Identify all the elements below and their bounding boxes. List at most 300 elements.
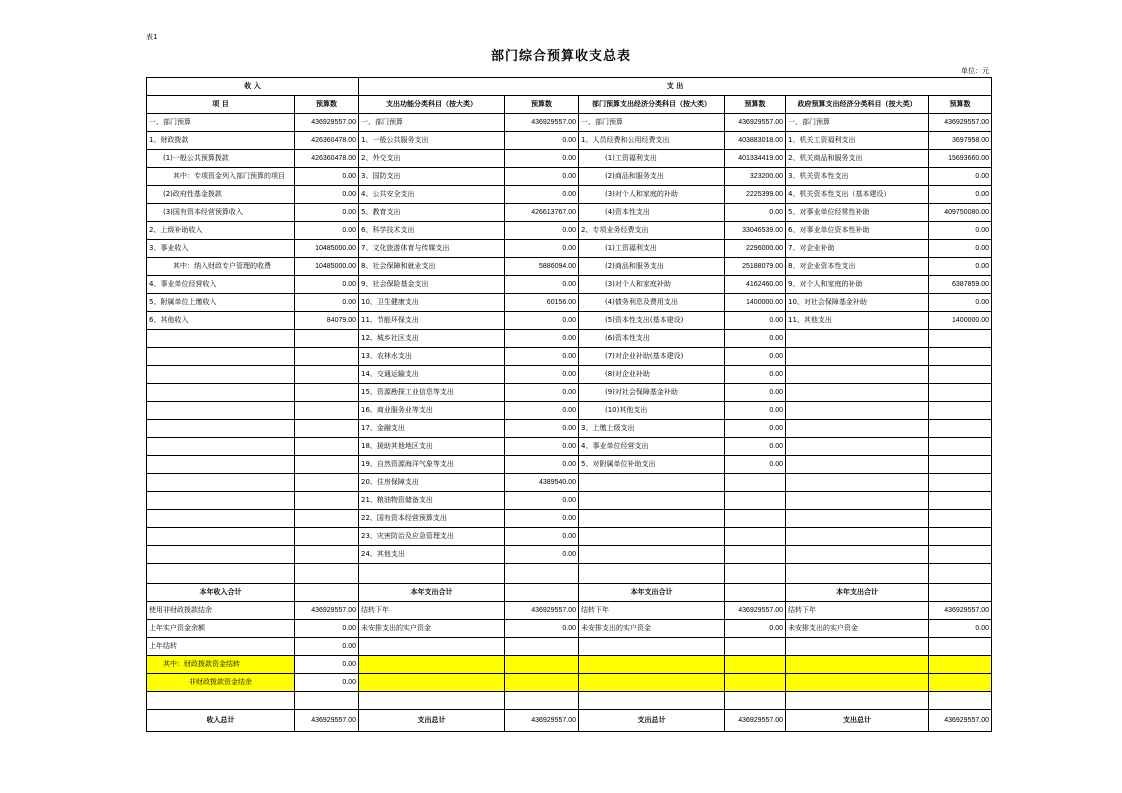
empty-cell <box>295 692 359 710</box>
income-item <box>147 456 295 474</box>
gov-econ-item <box>786 438 929 456</box>
dept-econ-item: (4)资本性支出 <box>579 204 725 222</box>
income-value: 0.00 <box>295 294 359 312</box>
income-item: 1、财政拨款 <box>147 132 295 150</box>
expense-year-total-label: 本年支出合计 <box>579 584 725 602</box>
dept-econ-value: 2225399.00 <box>725 186 786 204</box>
gov-econ-value: 0.00 <box>929 258 992 276</box>
table-row <box>147 222 992 240</box>
highlight-empty-cell <box>359 656 505 674</box>
dept-econ-value: 401334419.00 <box>725 150 786 168</box>
highlight-value: 0.00 <box>295 656 359 674</box>
income-item <box>147 510 295 528</box>
dept-econ-item: 5、对附属单位补助支出 <box>579 456 725 474</box>
dept-econ-value: 0.00 <box>725 384 786 402</box>
empty-cell <box>505 564 579 584</box>
dept-econ-item: 2、专项业务经费支出 <box>579 222 725 240</box>
spacer-row <box>147 692 992 710</box>
spacer-row <box>147 564 992 584</box>
table-row <box>147 204 992 222</box>
dept-econ-item: (10)其他支出 <box>579 402 725 420</box>
income-value: 436929557.00 <box>295 114 359 132</box>
income-item <box>147 402 295 420</box>
gov-econ-item <box>786 474 929 492</box>
table-row <box>147 492 992 510</box>
income-item: 其中：专项资金列入部门预算的项目 <box>147 168 295 186</box>
dept-econ-item <box>579 510 725 528</box>
dept-econ-value: 0.00 <box>725 366 786 384</box>
empty-cell <box>359 692 505 710</box>
income-value <box>295 330 359 348</box>
label-cell: 结转下年 <box>786 602 929 620</box>
func-class-value: 0.00 <box>505 330 579 348</box>
dept-econ-item: (5)资本性支出(基本建设) <box>579 312 725 330</box>
dept-econ-item <box>579 474 725 492</box>
income-item <box>147 420 295 438</box>
gov-econ-item: 10、对社会保障基金补助 <box>786 294 929 312</box>
value-cell <box>929 638 992 656</box>
dept-econ-item: 1、人员经费和公用经费支出 <box>579 132 725 150</box>
gov-econ-value: 409750080.00 <box>929 204 992 222</box>
income-item: 6、其他收入 <box>147 312 295 330</box>
dept-econ-value <box>725 528 786 546</box>
value-cell: 436929557.00 <box>505 602 579 620</box>
income-value <box>295 474 359 492</box>
dept-econ-value: 0.00 <box>725 420 786 438</box>
item-col-header: 项 目 <box>147 96 295 114</box>
income-year-total-label: 本年收入合计 <box>147 584 295 602</box>
func-class-item: 17、金融支出 <box>359 420 505 438</box>
expense-total-label: 支出总计 <box>786 710 929 732</box>
empty-cell <box>725 692 786 710</box>
highlight-empty-cell <box>929 674 992 692</box>
func-class-value: 0.00 <box>505 150 579 168</box>
dept-econ-value <box>725 474 786 492</box>
func-class-value: 0.00 <box>505 276 579 294</box>
gov-econ-value <box>929 546 992 564</box>
gov-econ-value <box>929 366 992 384</box>
gov-econ-item: 4、机关资本性支出（基本建设） <box>786 186 929 204</box>
income-item: (3)国有资本经营预算收入 <box>147 204 295 222</box>
dept-econ-value: 0.00 <box>725 438 786 456</box>
gov-econ-value <box>929 456 992 474</box>
income-item <box>147 492 295 510</box>
expense-total-value: 436929557.00 <box>725 710 786 732</box>
income-value <box>295 438 359 456</box>
dept-econ-value: 403883018.00 <box>725 132 786 150</box>
gov-econ-value: 1400000.00 <box>929 312 992 330</box>
func-class-value: 0.00 <box>505 384 579 402</box>
func-class-item: 18、援助其他地区支出 <box>359 438 505 456</box>
func-class-item: 3、国防支出 <box>359 168 505 186</box>
gov-econ-value <box>929 420 992 438</box>
income-value: 0.00 <box>295 276 359 294</box>
income-item: (2)政府性基金拨款 <box>147 186 295 204</box>
dept-econ-value: 0.00 <box>725 348 786 366</box>
label-cell: 未安排支出的实户资金 <box>786 620 929 638</box>
income-item <box>147 366 295 384</box>
dept-econ-value: 2296000.00 <box>725 240 786 258</box>
table-row <box>147 510 992 528</box>
func-class-item: 20、住房保障支出 <box>359 474 505 492</box>
label-cell: 未安排支出的实户资金 <box>359 620 505 638</box>
empty-cell <box>579 692 725 710</box>
func-class-value: 0.00 <box>505 546 579 564</box>
income-total-label: 收入总计 <box>147 710 295 732</box>
highlight-row <box>147 656 992 674</box>
page-title: 部门综合预算收支总表 <box>490 49 631 64</box>
gov-econ-item <box>786 420 929 438</box>
table-row <box>147 114 992 132</box>
dept-econ-item: 4、事业单位经营支出 <box>579 438 725 456</box>
gov-econ-item: 3、机关资本性支出 <box>786 168 929 186</box>
income-value <box>295 528 359 546</box>
income-value <box>295 348 359 366</box>
func-class-value: 0.00 <box>505 438 579 456</box>
label-cell <box>579 638 725 656</box>
income-item <box>147 546 295 564</box>
func-class-item: 21、粮油物资储备支出 <box>359 492 505 510</box>
empty-cell <box>147 692 295 710</box>
gov-econ-item <box>786 384 929 402</box>
table-row <box>147 546 992 564</box>
income-item <box>147 348 295 366</box>
func-class-item: 24、其他支出 <box>359 546 505 564</box>
value-cell <box>505 638 579 656</box>
expense-header: 支 出 <box>359 78 992 96</box>
gov-econ-value: 3697958.00 <box>929 132 992 150</box>
dept-econ-value: 25188079.00 <box>725 258 786 276</box>
gov-econ-value <box>929 384 992 402</box>
gov-econ-item <box>786 456 929 474</box>
gov-econ-value: 0.00 <box>929 222 992 240</box>
func-class-value: 60156.00 <box>505 294 579 312</box>
table-row <box>147 602 992 620</box>
dept-econ-item: (1)工资福利支出 <box>579 150 725 168</box>
gov-econ-item <box>786 492 929 510</box>
income-value <box>295 420 359 438</box>
func-class-value: 0.00 <box>505 348 579 366</box>
budget-table <box>146 77 992 732</box>
empty-cell <box>929 564 992 584</box>
highlight-empty-cell <box>505 674 579 692</box>
value-cell: 0.00 <box>295 638 359 656</box>
expense-total-value: 436929557.00 <box>929 710 992 732</box>
highlight-empty-cell <box>579 656 725 674</box>
func-class-item: 16、商业服务业等支出 <box>359 402 505 420</box>
income-item <box>147 330 295 348</box>
func-class-value: 0.00 <box>505 456 579 474</box>
income-value <box>295 366 359 384</box>
table-row <box>147 312 992 330</box>
gov-econ-item: 2、机关商品和服务支出 <box>786 150 929 168</box>
highlight-label: 非财政拨款资金结余 <box>147 674 295 692</box>
expense-year-total-label: 本年支出合计 <box>786 584 929 602</box>
income-item <box>147 384 295 402</box>
highlight-empty-cell <box>359 674 505 692</box>
empty-cell <box>579 564 725 584</box>
income-value <box>295 456 359 474</box>
dept-econ-item: (2)商品和服务支出 <box>579 168 725 186</box>
dept-econ-item: (1)工资福利支出 <box>579 240 725 258</box>
value-cell: 436929557.00 <box>295 602 359 620</box>
empty-cell <box>929 584 992 602</box>
func-class-item: 13、农林水支出 <box>359 348 505 366</box>
income-value: 426360478.00 <box>295 150 359 168</box>
income-item <box>147 438 295 456</box>
func-class-item: 一、部门预算 <box>359 114 505 132</box>
func-class-item: 12、城乡社区支出 <box>359 330 505 348</box>
value-cell: 0.00 <box>725 620 786 638</box>
func-class-value: 0.00 <box>505 312 579 330</box>
table-row <box>147 402 992 420</box>
table-row <box>147 276 992 294</box>
expense-total-value: 436929557.00 <box>505 710 579 732</box>
func-class-item: 2、外交支出 <box>359 150 505 168</box>
table-row <box>147 474 992 492</box>
func-class-item: 19、自然资源海洋气象等支出 <box>359 456 505 474</box>
table-row <box>147 258 992 276</box>
gov-econ-value <box>929 402 992 420</box>
gov-econ-item: 9、对个人和家庭的补助 <box>786 276 929 294</box>
empty-cell <box>505 692 579 710</box>
func-class-item: 6、科学技术支出 <box>359 222 505 240</box>
gov-econ-item: 1、机关工资福利支出 <box>786 132 929 150</box>
dept-econ-value: 0.00 <box>725 204 786 222</box>
gov-econ-value: 15693660.00 <box>929 150 992 168</box>
gov-econ-value: 0.00 <box>929 168 992 186</box>
dept-econ-item: 一、部门预算 <box>579 114 725 132</box>
income-item <box>147 474 295 492</box>
func-class-value: 5886094.00 <box>505 258 579 276</box>
empty-cell <box>295 564 359 584</box>
dept-econ-item <box>579 492 725 510</box>
dept-econ-col-header: 部门预算支出经济分类科目（按大类） <box>579 96 725 114</box>
func-class-value: 0.00 <box>505 492 579 510</box>
table-row <box>147 420 992 438</box>
empty-cell <box>295 584 359 602</box>
func-class-col-header: 支出功能分类科目（按大类） <box>359 96 505 114</box>
dept-econ-item: (8)对企业补助 <box>579 366 725 384</box>
dept-econ-value: 33046539.00 <box>725 222 786 240</box>
income-value <box>295 510 359 528</box>
income-value: 84079.00 <box>295 312 359 330</box>
gov-econ-value <box>929 474 992 492</box>
label-cell: 使用非财政拨款结余 <box>147 602 295 620</box>
income-item: 3、事业收入 <box>147 240 295 258</box>
label-cell: 未安排支出的实户资金 <box>579 620 725 638</box>
income-value: 0.00 <box>295 222 359 240</box>
budget-col-header: 预算数 <box>725 96 786 114</box>
func-class-item: 4、公共安全支出 <box>359 186 505 204</box>
highlight-value: 0.00 <box>295 674 359 692</box>
gov-econ-value <box>929 330 992 348</box>
highlight-label: 其中：财政拨款资金结转 <box>147 656 295 674</box>
label-cell <box>786 638 929 656</box>
func-class-item: 22、国有资本经营预算支出 <box>359 510 505 528</box>
gov-econ-value: 0.00 <box>929 186 992 204</box>
income-item: 一、部门预算 <box>147 114 295 132</box>
grand-total-row <box>147 710 992 732</box>
table-row <box>147 620 992 638</box>
year-total-row <box>147 584 992 602</box>
gov-econ-item <box>786 546 929 564</box>
gov-econ-value: 436929557.00 <box>929 114 992 132</box>
expense-total-label: 支出总计 <box>579 710 725 732</box>
budget-col-header: 预算数 <box>295 96 359 114</box>
dept-econ-item: (6)资本性支出 <box>579 330 725 348</box>
unit-label: 单位：元 <box>961 67 989 75</box>
func-class-value: 436929557.00 <box>505 114 579 132</box>
dept-econ-item: 3、上缴上级支出 <box>579 420 725 438</box>
income-item: 5、附属单位上缴收入 <box>147 294 295 312</box>
highlight-empty-cell <box>725 656 786 674</box>
dept-econ-value: 4162460.00 <box>725 276 786 294</box>
dept-econ-value: 0.00 <box>725 456 786 474</box>
func-class-value: 0.00 <box>505 366 579 384</box>
dept-econ-item: (3)对个人和家庭的补助 <box>579 186 725 204</box>
func-class-item: 23、灾害防治及应急管理支出 <box>359 528 505 546</box>
label-cell: 结转下年 <box>579 602 725 620</box>
highlight-empty-cell <box>929 656 992 674</box>
income-value <box>295 546 359 564</box>
dept-econ-item: (9)对社会保障基金补助 <box>579 384 725 402</box>
gov-econ-item: 5、对事业单位经常性补助 <box>786 204 929 222</box>
func-class-item: 7、文化旅游体育与传媒支出 <box>359 240 505 258</box>
table-row <box>147 330 992 348</box>
table-row <box>147 456 992 474</box>
income-item <box>147 528 295 546</box>
gov-econ-item <box>786 402 929 420</box>
dept-econ-item: (7)对企业补助(基本建设) <box>579 348 725 366</box>
table-row <box>147 150 992 168</box>
empty-cell <box>725 584 786 602</box>
table-row <box>147 366 992 384</box>
func-class-value: 0.00 <box>505 222 579 240</box>
dept-econ-value: 0.00 <box>725 330 786 348</box>
highlight-empty-cell <box>725 674 786 692</box>
table-number: 表1 <box>146 33 158 41</box>
func-class-item: 1、一般公共服务支出 <box>359 132 505 150</box>
value-cell: 0.00 <box>505 620 579 638</box>
empty-cell <box>505 584 579 602</box>
dept-econ-item: (3)对个人和家庭补助 <box>579 276 725 294</box>
gov-econ-item <box>786 528 929 546</box>
empty-cell <box>147 564 295 584</box>
func-class-value: 0.00 <box>505 240 579 258</box>
gov-econ-item <box>786 348 929 366</box>
expense-total-label: 支出总计 <box>359 710 505 732</box>
func-class-value: 0.00 <box>505 510 579 528</box>
dept-econ-value: 0.00 <box>725 312 786 330</box>
dept-econ-value <box>725 492 786 510</box>
gov-econ-item <box>786 330 929 348</box>
func-class-item: 15、资源勘探工业信息等支出 <box>359 384 505 402</box>
income-value: 0.00 <box>295 204 359 222</box>
func-class-value: 0.00 <box>505 132 579 150</box>
highlight-row <box>147 674 992 692</box>
func-class-item: 5、教育支出 <box>359 204 505 222</box>
dept-econ-value: 1400000.00 <box>725 294 786 312</box>
table-row <box>147 638 992 656</box>
table-row <box>147 240 992 258</box>
income-item: (1)一般公共预算拨款 <box>147 150 295 168</box>
gov-econ-value: 0.00 <box>929 294 992 312</box>
label-cell: 上年结转 <box>147 638 295 656</box>
income-item: 2、上级补助收入 <box>147 222 295 240</box>
dept-econ-item: (2)商品和服务支出 <box>579 258 725 276</box>
empty-cell <box>786 692 929 710</box>
table-row <box>147 186 992 204</box>
highlight-empty-cell <box>786 674 929 692</box>
empty-cell <box>929 692 992 710</box>
gov-econ-value <box>929 510 992 528</box>
income-total-value: 436929557.00 <box>295 710 359 732</box>
func-class-value: 0.00 <box>505 186 579 204</box>
dept-econ-value: 0.00 <box>725 402 786 420</box>
income-item: 其中：纳入财政专户管理的收费 <box>147 258 295 276</box>
dept-econ-value <box>725 546 786 564</box>
dept-econ-item <box>579 528 725 546</box>
income-header: 收 入 <box>147 78 359 96</box>
table-row <box>147 294 992 312</box>
value-cell: 436929557.00 <box>725 602 786 620</box>
value-cell: 436929557.00 <box>929 602 992 620</box>
gov-econ-col-header: 政府预算支出经济分类科目（按大类） <box>786 96 929 114</box>
gov-econ-value <box>929 348 992 366</box>
dept-econ-item <box>579 546 725 564</box>
func-class-item: 8、社会保障和就业支出 <box>359 258 505 276</box>
label-cell <box>359 638 505 656</box>
highlight-empty-cell <box>579 674 725 692</box>
income-value: 10485000.00 <box>295 258 359 276</box>
gov-econ-item <box>786 366 929 384</box>
highlight-empty-cell <box>786 656 929 674</box>
func-class-item: 10、卫生健康支出 <box>359 294 505 312</box>
func-class-value: 0.00 <box>505 168 579 186</box>
dept-econ-value: 323200.00 <box>725 168 786 186</box>
empty-cell <box>359 564 505 584</box>
table-row <box>147 132 992 150</box>
table-row <box>147 348 992 366</box>
highlight-empty-cell <box>505 656 579 674</box>
income-value: 426360478.00 <box>295 132 359 150</box>
gov-econ-value: 6387859.00 <box>929 276 992 294</box>
gov-econ-item <box>786 510 929 528</box>
table-row <box>147 384 992 402</box>
func-class-value: 0.00 <box>505 528 579 546</box>
func-class-value: 0.00 <box>505 402 579 420</box>
empty-cell <box>786 564 929 584</box>
empty-cell <box>725 564 786 584</box>
value-cell: 0.00 <box>929 620 992 638</box>
gov-econ-value <box>929 492 992 510</box>
func-class-value: 0.00 <box>505 420 579 438</box>
gov-econ-item: 8、对企业资本性支出 <box>786 258 929 276</box>
dept-econ-item: (4)债务利息及费用支出 <box>579 294 725 312</box>
table-row <box>147 168 992 186</box>
value-cell <box>725 638 786 656</box>
gov-econ-value <box>929 438 992 456</box>
budget-col-header: 预算数 <box>929 96 992 114</box>
func-class-item: 9、社会保险基金支出 <box>359 276 505 294</box>
income-value <box>295 492 359 510</box>
income-value: 0.00 <box>295 168 359 186</box>
income-value <box>295 384 359 402</box>
func-class-value: 4389540.00 <box>505 474 579 492</box>
func-class-value: 426613767.00 <box>505 204 579 222</box>
expense-year-total-label: 本年支出合计 <box>359 584 505 602</box>
